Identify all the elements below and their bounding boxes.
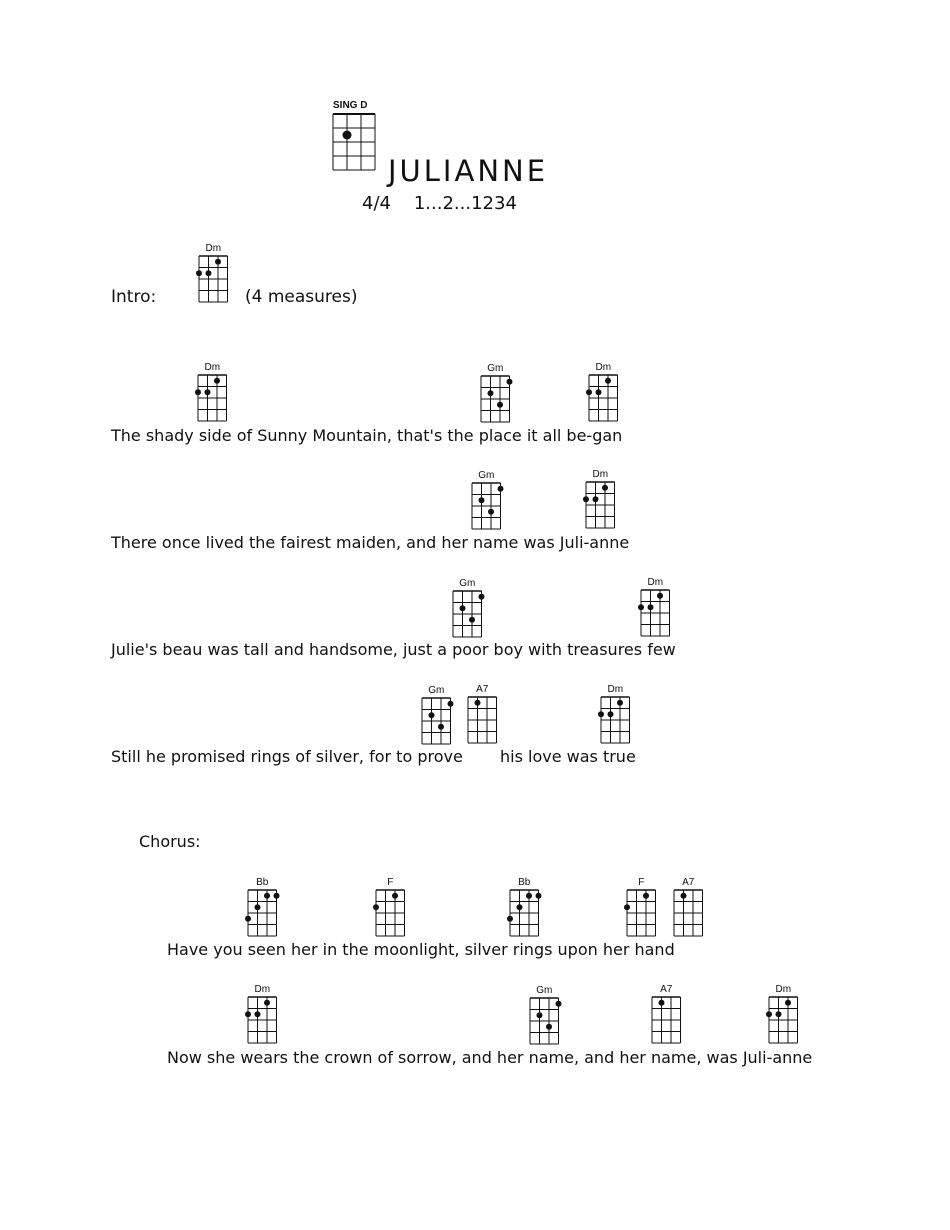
chord-name: Dm <box>647 577 664 588</box>
finger-dot <box>785 1000 791 1006</box>
finger-dot <box>648 604 654 610</box>
chord-grid <box>195 243 232 306</box>
chord-grid <box>506 877 543 940</box>
lyric-line: There once lived the fairest maiden, and her name was Juli-anne <box>111 533 630 552</box>
chord-grid <box>194 362 231 425</box>
lyric-line: Still he promised rings of silver, for to prove <box>111 747 463 766</box>
finger-dot <box>274 893 280 899</box>
chord-grid <box>477 363 514 426</box>
chord-name: Gm <box>459 578 476 589</box>
chord-grid <box>244 877 281 940</box>
count-in: 1...2...1234 <box>413 193 517 214</box>
chorus-label: Chorus: <box>139 832 201 851</box>
chord-name: F <box>638 877 645 888</box>
finger-dot <box>507 379 513 385</box>
finger-dot <box>488 390 494 396</box>
finger-dot <box>460 605 466 611</box>
time-signature: 4/4 <box>362 193 391 214</box>
finger-dot <box>602 485 608 491</box>
finger-dot <box>215 259 221 265</box>
finger-dot <box>659 1000 665 1006</box>
finger-dot <box>196 270 202 276</box>
chord-grid <box>582 469 619 532</box>
finger-dot <box>546 1024 552 1030</box>
finger-dot <box>556 1001 562 1007</box>
chord-grid <box>464 684 501 747</box>
finger-dot <box>438 724 444 730</box>
chord-grid <box>244 984 281 1047</box>
finger-dot <box>469 617 475 623</box>
intro-note: (4 measures) <box>245 287 358 307</box>
finger-dot <box>608 711 614 717</box>
lyric-line: Now she wears the crown of sorrow, and her name, and her name, was Juli-anne <box>167 1048 813 1067</box>
chord-grid <box>329 100 379 174</box>
finger-dot <box>638 604 644 610</box>
chord-grid <box>648 984 685 1047</box>
chord-grid <box>670 877 707 940</box>
finger-dot <box>392 893 398 899</box>
finger-dot <box>596 389 602 395</box>
chord-name: F <box>387 877 394 888</box>
finger-dot <box>479 594 485 600</box>
chord-name: A7 <box>682 877 695 888</box>
finger-dot <box>479 497 485 503</box>
chord-name: Dm <box>254 984 271 995</box>
finger-dot <box>624 904 630 910</box>
finger-dot <box>429 712 435 718</box>
finger-dot <box>598 711 604 717</box>
chord-name: Gm <box>478 470 495 481</box>
chord-name: Gm <box>536 985 553 996</box>
starting-note-label: SING D <box>333 100 368 111</box>
finger-dot <box>657 593 663 599</box>
finger-dot <box>586 389 592 395</box>
finger-dot <box>536 893 542 899</box>
chord-name: Gm <box>487 363 504 374</box>
chord-grid <box>526 985 563 1048</box>
starting-note-diagram <box>333 100 377 184</box>
lyric-line: Julie's beau was tall and handsome, just a poor boy with treasures few <box>111 640 676 659</box>
finger-dot <box>255 904 261 910</box>
finger-dot <box>343 131 352 140</box>
chord-grid <box>585 362 622 425</box>
lyric-line-continued: his love was true <box>500 747 636 766</box>
finger-dot <box>776 1011 782 1017</box>
chord-grid <box>765 984 802 1047</box>
finger-dot <box>681 893 687 899</box>
lyric-line: Have you seen her in the moonlight, silver rings upon her hand <box>167 940 675 959</box>
finger-dot <box>205 389 211 395</box>
finger-dot <box>643 893 649 899</box>
chord-name: A7 <box>660 984 673 995</box>
finger-dot <box>537 1012 543 1018</box>
lyric-line: The shady side of Sunny Mountain, that's the place it all be-gan <box>111 426 623 445</box>
chord-grid <box>597 684 634 747</box>
chord-grid <box>372 877 409 940</box>
finger-dot <box>206 270 212 276</box>
finger-dot <box>593 496 599 502</box>
finger-dot <box>214 378 220 384</box>
chord-grid <box>637 577 674 640</box>
finger-dot <box>517 904 523 910</box>
chord-name: Dm <box>592 469 609 480</box>
tempo-line <box>362 193 517 214</box>
chord-name: Bb <box>256 877 269 888</box>
finger-dot <box>255 1011 261 1017</box>
chord-name: Dm <box>205 243 222 254</box>
finger-dot <box>507 916 513 922</box>
song-title: JULIANNE <box>388 154 549 188</box>
finger-dot <box>245 1011 251 1017</box>
chord-grid <box>468 470 505 533</box>
finger-dot <box>497 402 503 408</box>
finger-dot <box>264 893 270 899</box>
chord-name: Dm <box>775 984 792 995</box>
chord-grid <box>449 578 486 641</box>
finger-dot <box>488 509 494 515</box>
chord-grid <box>623 877 660 940</box>
finger-dot <box>583 496 589 502</box>
finger-dot <box>617 700 623 706</box>
finger-dot <box>475 700 481 706</box>
finger-dot <box>498 486 504 492</box>
finger-dot <box>448 701 454 707</box>
chord-name: Dm <box>595 362 612 373</box>
chord-name: Dm <box>607 684 624 695</box>
finger-dot <box>766 1011 772 1017</box>
intro-label: Intro: <box>111 287 157 307</box>
chord-name: Bb <box>518 877 531 888</box>
finger-dot <box>526 893 532 899</box>
finger-dot <box>373 904 379 910</box>
finger-dot <box>264 1000 270 1006</box>
chord-name: Gm <box>428 685 445 696</box>
chord-grid <box>418 685 455 748</box>
chord-name: A7 <box>476 684 489 695</box>
chord-name: Dm <box>204 362 221 373</box>
finger-dot <box>195 389 201 395</box>
finger-dot <box>605 378 611 384</box>
finger-dot <box>245 916 251 922</box>
